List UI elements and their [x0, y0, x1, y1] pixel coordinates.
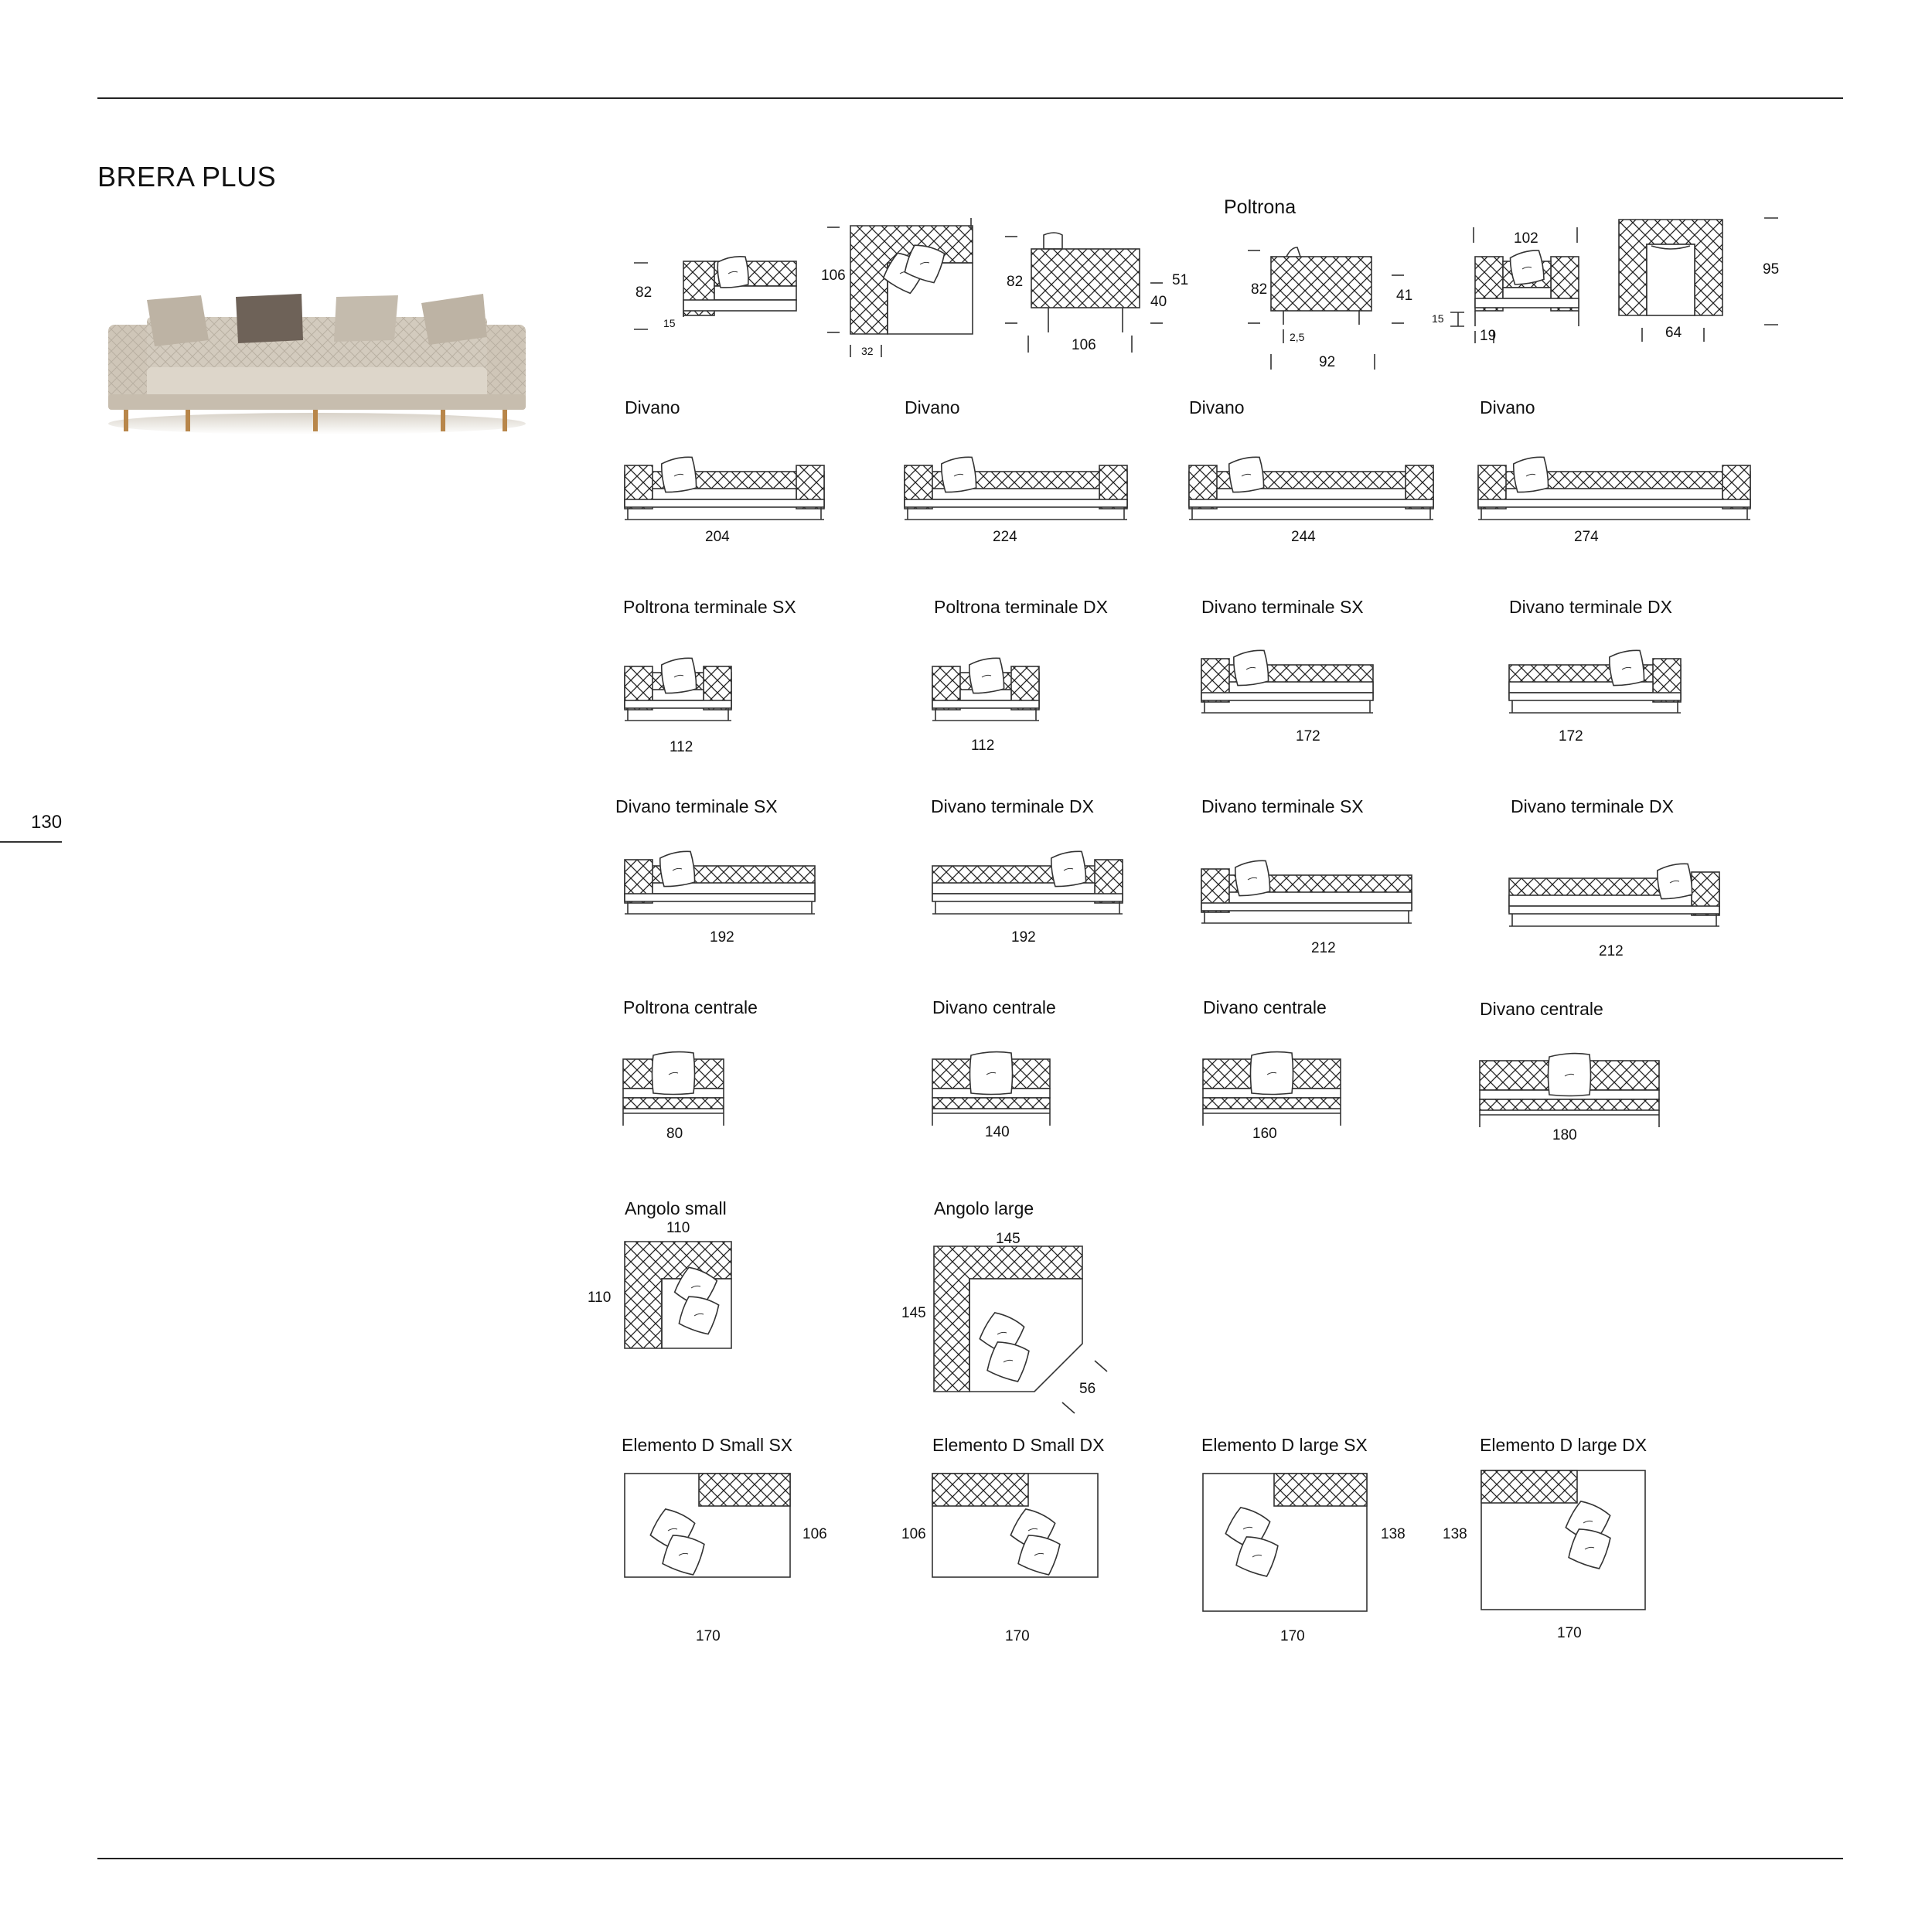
- cushion-shape: [660, 657, 698, 695]
- cushion-shape: [659, 850, 697, 888]
- dim-e-leg: 15: [1432, 312, 1444, 325]
- row4-item4-label: Divano centrale: [1480, 999, 1603, 1019]
- corner-large-side: 145: [901, 1305, 926, 1321]
- row1-item1-dim: 204: [705, 529, 730, 545]
- cushion-shape: [1508, 249, 1545, 285]
- corner-large-top: 145: [996, 1231, 1021, 1247]
- cushion-shape: [1251, 1052, 1293, 1095]
- row4-item2-dim: 140: [985, 1124, 1010, 1140]
- row3-item4-dim: 212: [1599, 943, 1624, 959]
- row3-item2-dim: 192: [1011, 929, 1036, 946]
- side-view: [1271, 257, 1371, 311]
- cushion-shape: [1549, 1054, 1591, 1096]
- row1-item4-label: Divano: [1480, 397, 1535, 417]
- element3-depth: 138: [1381, 1526, 1406, 1542]
- seat-front: [932, 1098, 1050, 1109]
- row1-item3-label: Divano: [1189, 397, 1245, 417]
- element1-width: 170: [696, 1628, 721, 1644]
- base-frame: [1201, 693, 1373, 700]
- cushion-shape: [968, 657, 1006, 695]
- dim-d-height: 82: [1251, 281, 1268, 298]
- base-frame: [1478, 499, 1750, 507]
- base-frame: [1189, 499, 1433, 507]
- cushion-shape: [660, 456, 698, 494]
- corner-large-cut: 56: [1079, 1381, 1096, 1397]
- base-frame: [625, 700, 731, 708]
- base-frame: [1201, 903, 1412, 911]
- corner-small-top: 110: [666, 1220, 690, 1236]
- seat-front: [1480, 1099, 1659, 1110]
- cushion-shape: [970, 1052, 1013, 1095]
- plan-armchair-seat: [1647, 244, 1695, 315]
- row3-item1-label: Divano terminale SX: [615, 796, 778, 816]
- armchair-seat: [1503, 288, 1551, 298]
- row3-item3-label: Divano terminale SX: [1201, 796, 1364, 816]
- cushion-shape: [940, 456, 978, 494]
- dim-f-width: 64: [1665, 325, 1682, 341]
- row4-item1-label: Poltrona centrale: [623, 997, 758, 1017]
- element2-depth: 106: [901, 1526, 926, 1542]
- poltrona-heading: Poltrona: [1224, 196, 1297, 218]
- side-base: [683, 300, 796, 311]
- base-frame: [1509, 906, 1719, 914]
- base-frame: [932, 700, 1039, 708]
- row3-item1-dim: 192: [710, 929, 734, 946]
- row2-item3-dim: 172: [1296, 728, 1320, 745]
- cushion-shape: [653, 1052, 695, 1095]
- row2-item3-label: Divano terminale SX: [1201, 597, 1364, 617]
- element4-width: 170: [1557, 1625, 1582, 1641]
- back-cushion: [1044, 233, 1062, 249]
- element-backrest: [1481, 1470, 1577, 1503]
- row2-item4-label: Divano terminale DX: [1509, 597, 1672, 617]
- row3-item3-dim: 212: [1311, 940, 1336, 956]
- base-frame: [1509, 693, 1681, 700]
- row2-item1-dim: 112: [670, 739, 693, 755]
- row2-item2-label: Poltrona terminale DX: [934, 597, 1108, 617]
- element2-width: 170: [1005, 1628, 1030, 1644]
- base-frame: [625, 499, 824, 507]
- element2-label: Elemento D Small DX: [932, 1435, 1105, 1455]
- cushion-shape: [1232, 649, 1270, 687]
- base-frame: [905, 499, 1127, 507]
- row3-item4-label: Divano terminale DX: [1511, 796, 1674, 816]
- page-title: BRERA PLUS: [97, 161, 277, 193]
- dim-a-height: 82: [635, 285, 653, 301]
- dim-c-height: 82: [1007, 274, 1024, 290]
- row4-item3-dim: 160: [1252, 1126, 1277, 1142]
- row1-item2-label: Divano: [905, 397, 960, 417]
- cushion-shape: [1608, 649, 1646, 687]
- element-backrest: [699, 1474, 790, 1506]
- row4-item2-label: Divano centrale: [932, 997, 1056, 1017]
- row1-item2-dim: 224: [993, 529, 1017, 545]
- armchair-base: [1475, 298, 1579, 308]
- dim-c-width: 106: [1072, 337, 1096, 353]
- element3-label: Elemento D large SX: [1201, 1435, 1368, 1455]
- row2-item1-label: Poltrona terminale SX: [623, 597, 796, 617]
- row4-item3-label: Divano centrale: [1203, 997, 1327, 1017]
- element1-depth: 106: [802, 1526, 827, 1542]
- dim-d-seat: 41: [1396, 288, 1413, 304]
- row2-item4-dim: 172: [1559, 728, 1583, 745]
- row4-item1-dim: 80: [666, 1126, 683, 1142]
- back-view: [1031, 249, 1140, 308]
- dim-b-arm: 32: [861, 345, 874, 357]
- element4-depth: 138: [1443, 1526, 1467, 1542]
- dim-c-leg: 40: [1150, 294, 1167, 310]
- dim-e-arm: 19: [1480, 328, 1497, 344]
- dim-e-width: 102: [1514, 230, 1538, 247]
- dim-d-width: 92: [1319, 354, 1336, 370]
- row2-item2-dim: 112: [971, 738, 995, 754]
- dim-c-seat: 51: [1172, 272, 1189, 288]
- element3-width: 170: [1280, 1628, 1305, 1644]
- row3-item2-label: Divano terminale DX: [931, 796, 1094, 816]
- cushion-shape: [1050, 850, 1088, 888]
- cushion-shape: [717, 256, 750, 289]
- dim-d-leg: 2,5: [1290, 331, 1305, 343]
- cushion-shape: [1512, 456, 1550, 494]
- dim-f-depth: 95: [1763, 261, 1780, 278]
- element4-label: Elemento D large DX: [1480, 1435, 1647, 1455]
- corner-small-label: Angolo small: [625, 1198, 727, 1218]
- element-backrest: [1274, 1474, 1367, 1506]
- corner-small-side: 110: [588, 1290, 612, 1306]
- cushion-shape: [1228, 456, 1266, 494]
- base-frame: [625, 894, 815, 901]
- seat-front: [623, 1098, 724, 1109]
- dim-a-leg: 15: [663, 317, 676, 329]
- base-frame: [932, 894, 1123, 901]
- corner-large-label: Angolo large: [934, 1198, 1034, 1218]
- page-number: 130: [31, 812, 63, 833]
- cushion-shape: [1656, 863, 1694, 901]
- row4-item4-dim: 180: [1552, 1127, 1577, 1143]
- dim-line: [1062, 1402, 1075, 1413]
- seat-front: [1203, 1098, 1341, 1109]
- side-cushion: [1286, 247, 1300, 257]
- row1-item3-dim: 244: [1291, 529, 1316, 545]
- row1-item1-label: Divano: [625, 397, 680, 417]
- element-backrest: [932, 1474, 1028, 1506]
- element1-label: Elemento D Small SX: [622, 1435, 793, 1455]
- cushion-shape: [1234, 860, 1272, 898]
- dim-b-depth: 106: [821, 267, 846, 284]
- row1-item4-dim: 274: [1574, 529, 1599, 545]
- dim-line: [1095, 1361, 1107, 1371]
